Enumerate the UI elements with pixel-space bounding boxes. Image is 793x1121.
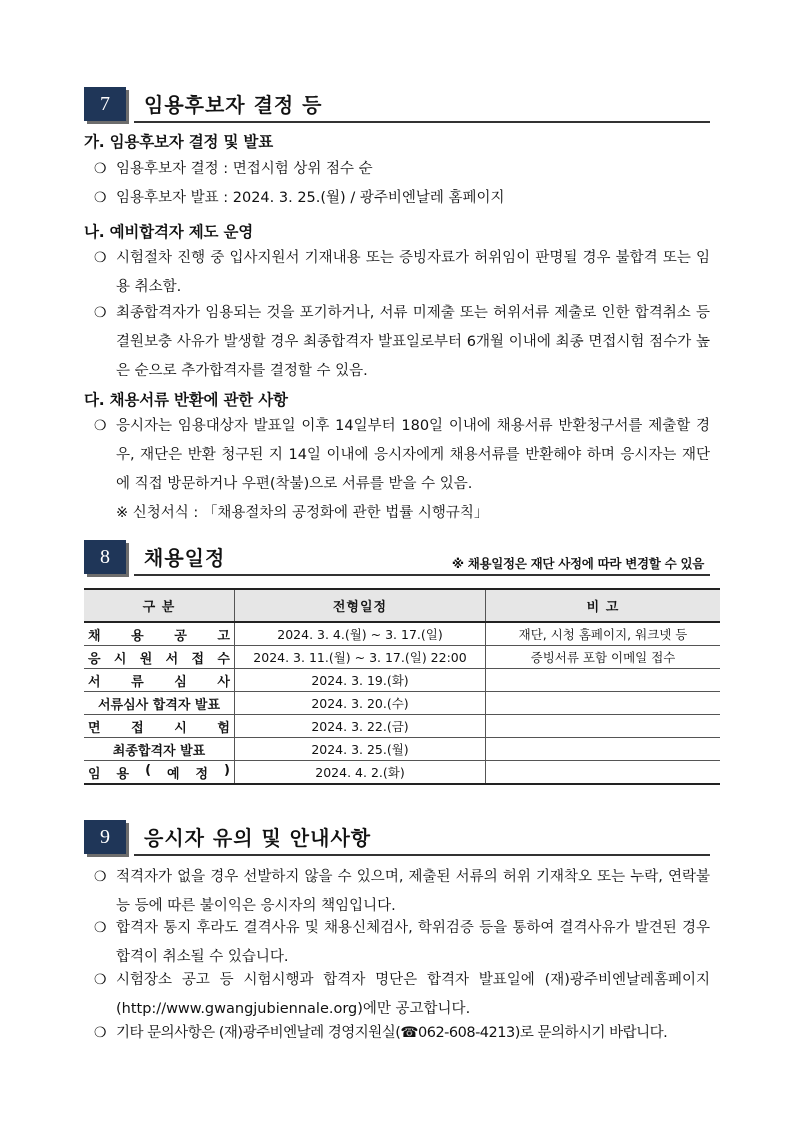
list-item-text: 응시자는 임용대상자 발표일 이후 14일부터 180일 이내에 채용서류 반환청구서를 제출할 경우, 재단은 반환 청구된 지 14일 이내에 응시자에게 채용서류를 반환해야 하며 응시자는 재단에 직접 방문하거나 우편(착불)으로 서류를 받을 수 있음. — [116, 418, 710, 492]
subheading-c: 다. 채용서류 반환에 관한 사항 — [84, 391, 288, 409]
list-item-text: 임용후보자 결정 : 면접시험 상위 점수 순 — [116, 161, 373, 177]
schedule-remark — [486, 692, 721, 715]
header-schedule: 전형일정 — [235, 589, 486, 622]
form-reference: ※ 신청서식 : 「채용절차의 공정화에 관한 법률 시행규칙」 — [116, 505, 489, 521]
bullet-icon: ❍ — [94, 190, 107, 206]
label-char: 용 — [116, 766, 130, 782]
schedule-date: 2024. 3. 11.(월) ~ 3. 17.(일) 22:00 — [235, 646, 486, 669]
schedule-date: 2024. 3. 19.(화) — [235, 669, 486, 692]
schedule-date: 2024. 3. 25.(월) — [235, 738, 486, 761]
header-remarks: 비 고 — [486, 589, 721, 622]
schedule-remark: 재단, 시청 홈페이지, 워크넷 등 — [486, 622, 721, 646]
label-char: ) — [224, 762, 230, 778]
label-char: 정 — [195, 766, 209, 782]
schedule-step-label — [84, 761, 235, 785]
list-item — [94, 863, 710, 921]
schedule-note: ※ 채용일정은 재단 사정에 따라 변경할 수 있음 — [451, 556, 704, 571]
bullet-icon: ❍ — [94, 1025, 107, 1041]
label-char: 수 — [217, 651, 230, 667]
table-row — [84, 622, 720, 646]
bullet-icon: ❍ — [94, 161, 107, 177]
section-number: 7 — [84, 87, 126, 121]
label-char: 시 — [113, 651, 127, 667]
label-char: 응 — [88, 651, 101, 667]
schedule-date: 2024. 3. 20.(수) — [235, 692, 486, 715]
section-title: 응시자 유의 및 안내사항 — [144, 826, 372, 850]
table-row — [84, 669, 720, 692]
label-char: 심 — [174, 674, 187, 690]
section-underline — [134, 574, 710, 576]
list-item-text: 시험절차 진행 중 입사지원서 기재내용 또는 증빙자료가 허위임이 판명될 경우 불합격 또는 임용 취소함. — [116, 250, 710, 295]
label-char: 원 — [139, 651, 153, 667]
label-char: 사 — [217, 674, 230, 690]
list-item — [94, 914, 710, 972]
spaced-label — [84, 717, 234, 736]
list-item — [94, 155, 710, 184]
label-char: 서 — [88, 674, 101, 690]
section-underline — [134, 854, 710, 856]
bullet-icon: ❍ — [94, 920, 107, 936]
label-char: 채 — [88, 628, 101, 644]
list-item-text: 합격자 통지 후라도 결격사유 및 채용신체검사, 학위검증 등을 통하여 결격사유가 발견된 경우 합격이 취소될 수 있습니다. — [116, 920, 710, 965]
list-item — [94, 244, 710, 302]
schedule-step-label — [84, 646, 235, 669]
section-title: 임용후보자 결정 등 — [144, 93, 323, 117]
label-char: 험 — [217, 720, 230, 736]
schedule-remark: 증빙서류 포함 이메일 접수 — [486, 646, 721, 669]
header-category: 구 분 — [84, 589, 235, 622]
label-char: 서 — [165, 651, 179, 667]
label-char: 예 — [166, 766, 180, 782]
schedule-date: 2024. 3. 22.(금) — [235, 715, 486, 738]
list-item-text: 시험장소 공고 등 시험시행과 합격자 명단은 합격자 발표일에 (재)광주비엔날레홈페이지 (http://www.gwangjubiennale.org)에만 공고합니다. — [116, 972, 710, 1017]
list-item — [94, 966, 710, 1024]
spaced-label — [84, 763, 234, 782]
schedule-step-label: 서류심사 합격자 발표 — [84, 692, 235, 715]
spaced-label — [84, 625, 234, 644]
section-number: 9 — [84, 820, 126, 854]
schedule-date: 2024. 4. 2.(화) — [235, 761, 486, 785]
table-row — [84, 692, 720, 715]
bullet-icon: ❍ — [94, 869, 107, 885]
bullet-icon: ❍ — [94, 972, 107, 988]
table-row — [84, 715, 720, 738]
label-char: 면 — [88, 720, 101, 736]
schedule-step-label — [84, 715, 235, 738]
spaced-label — [84, 648, 234, 667]
subheading-a: 가. 임용후보자 결정 및 발표 — [84, 133, 273, 151]
list-item-text: 기타 문의사항은 (재)광주비엔날레 경영지원실(☎062-608-4213)로 문의하시기 바랍니다. — [116, 1025, 668, 1041]
table-header-row — [84, 589, 720, 622]
table-row — [84, 646, 720, 669]
list-item-text: 적격자가 없을 경우 선발하지 않을 수 있으며, 제출된 서류의 허위 기재착오 또는 누락, 연락불능 등에 따른 불이익은 응시자의 책임입니다. — [116, 869, 710, 914]
list-item-text: 최종합격자가 임용되는 것을 포기하거나, 서류 미제출 또는 허위서류 제출로 인한 합격취소 등 결원보충 사유가 발생할 경우 최종합격자 발표일로부터 6개월 이내에 최종 면접시험 점수가 높은 순으로 추가합격자를 결정할 수 있음. — [116, 305, 710, 379]
label-char: 접 — [131, 720, 144, 736]
label-char: 고 — [217, 628, 230, 644]
label-char: 공 — [174, 628, 187, 644]
schedule-step-label — [84, 669, 235, 692]
section-9-header — [84, 820, 710, 856]
bullet-icon: ❍ — [94, 418, 107, 434]
list-item-text: 임용후보자 발표 : 2024. 3. 25.(월) / 광주비엔날레 홈페이지 — [116, 190, 505, 206]
label-char: 임 — [88, 766, 101, 782]
label-char: 접 — [191, 651, 205, 667]
schedule-date: 2024. 3. 4.(월) ~ 3. 17.(일) — [235, 622, 486, 646]
schedule-table — [84, 588, 720, 785]
bullet-icon: ❍ — [94, 305, 107, 321]
list-item — [94, 412, 710, 499]
list-item — [94, 299, 710, 386]
label-char: 시 — [174, 720, 187, 736]
schedule-remark — [486, 761, 721, 785]
label-char: 용 — [131, 628, 144, 644]
schedule-step-label — [84, 622, 235, 646]
list-item — [94, 184, 710, 213]
label-char: ( — [145, 762, 152, 778]
spaced-label — [84, 671, 234, 690]
list-item — [94, 1019, 710, 1048]
table-row — [84, 738, 720, 761]
subheading-b: 나. 예비합격자 제도 운영 — [84, 223, 254, 241]
section-7-header — [84, 87, 710, 123]
section-title: 채용일정 — [144, 546, 226, 570]
section-8-header — [84, 540, 710, 576]
table-row — [84, 761, 720, 785]
section-underline — [134, 121, 710, 123]
schedule-remark — [486, 738, 721, 761]
schedule-remark — [486, 715, 721, 738]
section-number: 8 — [84, 540, 126, 574]
schedule-step-label: 최종합격자 발표 — [84, 738, 235, 761]
label-char: 류 — [131, 674, 144, 690]
schedule-remark — [486, 669, 721, 692]
bullet-icon: ❍ — [94, 250, 107, 266]
